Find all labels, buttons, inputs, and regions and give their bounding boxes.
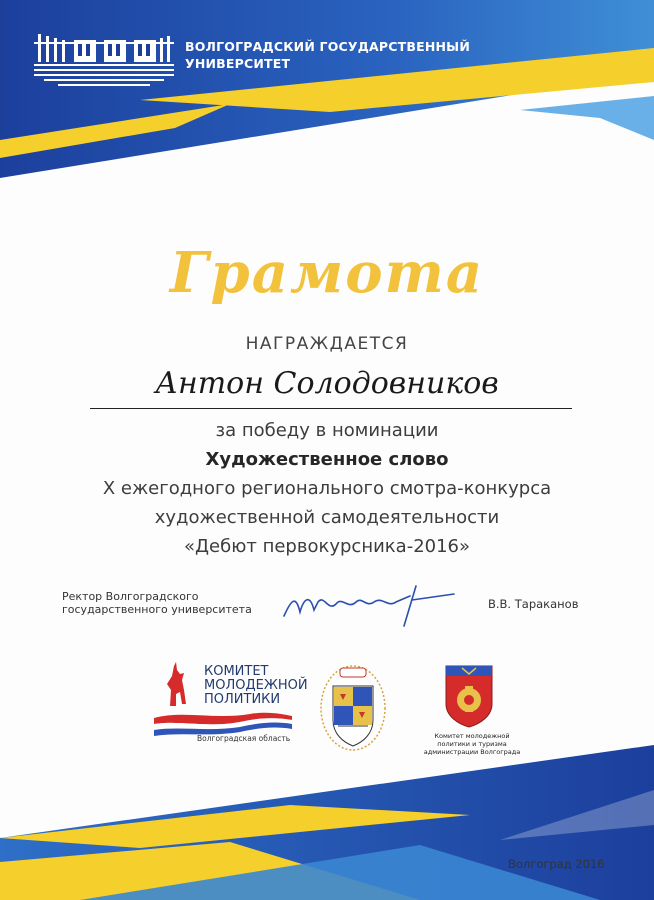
contest-line-2: художественной самодеятельности [154,507,500,528]
top-light-band [520,96,654,140]
crest-caption-line1: Комитет молодежной [434,732,510,740]
crest-caption-line3: администрации Волгограда [423,748,521,756]
rector-title [62,590,252,616]
awarded-label: НАГРАЖДАЕТСЯ [245,334,409,354]
contest-name: «Дебют первокурсника-2016» [183,536,471,557]
committee-name-line1: КОМИТЕТ [204,664,269,679]
contest-line-1: X ежегодного регионального смотра-конкурса [102,478,552,499]
crest-caption-line2: политики и туризма [437,740,507,748]
university-name-line1: ВОЛГОГРАДСКИЙ ГОСУДАРСТВЕННЫЙ [185,39,470,54]
committee-region: Волгоградская область [197,734,291,743]
rector-name: В.В. Тараканов [488,597,579,611]
university-logo-icon [34,34,178,92]
university-emblem-icon [318,664,388,752]
rector-title-line2: государственного университета [62,603,252,616]
recipient-name: Антон Солодовников [155,366,499,401]
rector-signature [278,582,458,630]
recipient-underline [90,408,572,409]
award-reason: за победу в номинации [215,420,439,441]
nomination: Художественное слово [205,449,449,470]
committee-name-line3: ПОЛИТИКИ [204,692,281,707]
committee-name [204,665,308,707]
rector-title-line1: Ректор Волгоградского [62,590,199,603]
committee-name-line2: МОЛОДЕЖНОЙ [204,678,308,693]
city-year: Волгоград 2016 [508,857,605,871]
city-crest-icon [444,664,494,728]
certificate-title: Грамота [169,240,485,306]
university-name-line2: УНИВЕРСИТЕТ [185,56,291,71]
university-name [185,38,470,72]
crest-caption [420,732,524,756]
